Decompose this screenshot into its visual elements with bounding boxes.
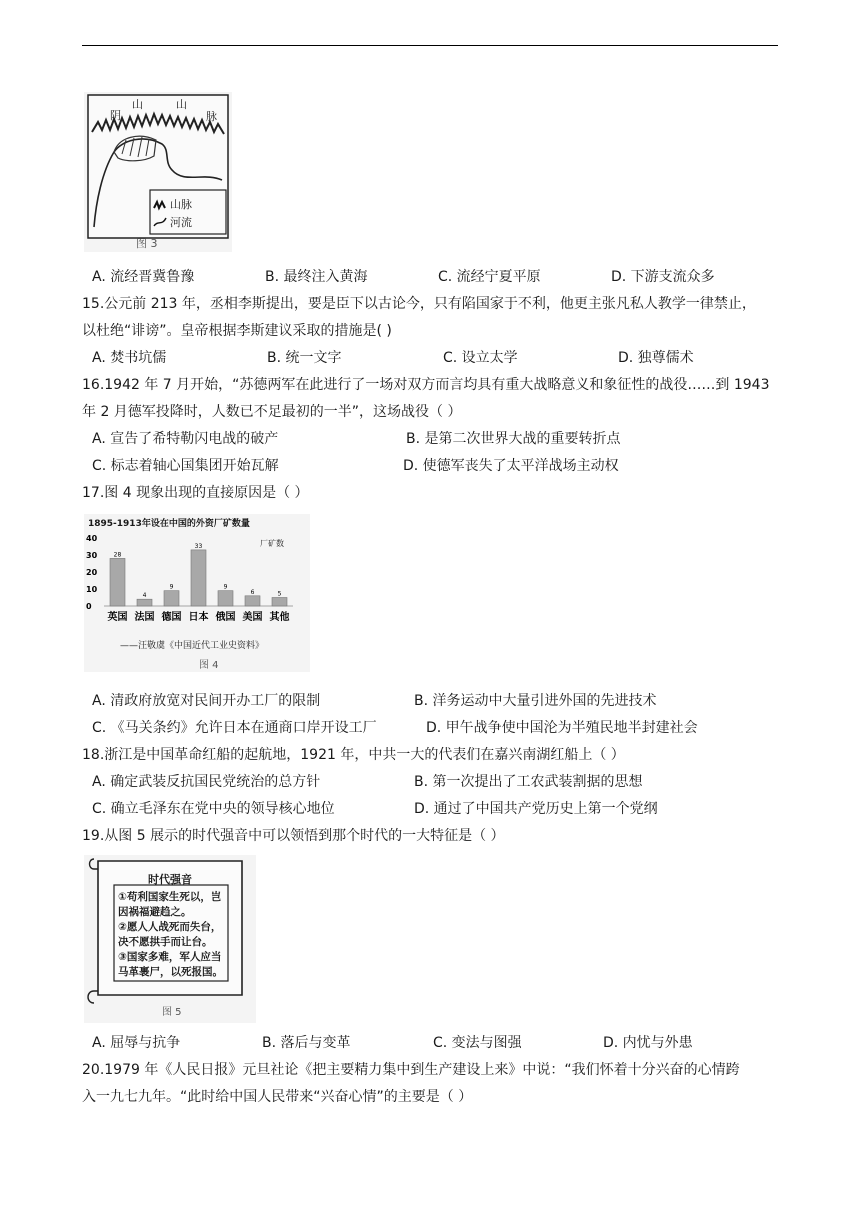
q15-option-b[interactable]: B. 统一文字	[267, 350, 342, 366]
legend-river-label: 河流	[170, 216, 192, 229]
header-rule	[82, 45, 778, 46]
figure-4-caption: 图 4	[199, 660, 219, 671]
q17-option-c[interactable]: C. 《马关条约》允许日本在通商口岸开设工厂	[92, 720, 377, 736]
q16-option-a[interactable]: A. 宣告了希特勒闪电战的破产	[92, 431, 279, 447]
map-label-yin: 阴	[110, 109, 121, 122]
q14-option-b[interactable]: B. 最终注入黄海	[265, 269, 368, 285]
y-tick-label: 0	[86, 602, 92, 611]
chart-legend: 厂矿数	[260, 539, 284, 548]
q20-stem-line2: 入一九七九年。“此时给中国人民带来“兴奋心情”的主要是（ ）	[82, 1089, 473, 1105]
q15-option-d[interactable]: D. 独尊儒术	[618, 350, 694, 366]
q19-option-b[interactable]: B. 落后与变革	[262, 1035, 351, 1051]
data-label: 9	[169, 583, 174, 591]
data-label: 5	[277, 590, 282, 598]
figure-5-caption: 图 5	[162, 1007, 182, 1018]
scroll-line-2: 因祸福避趋之。	[118, 906, 192, 918]
category-label: 日本	[188, 612, 209, 623]
y-tick-label: 10	[86, 585, 98, 594]
map-label-mai: 脉	[206, 110, 217, 123]
bar-俄国	[218, 591, 233, 606]
q19-option-c[interactable]: C. 变法与图强	[433, 1035, 522, 1051]
q14-option-c[interactable]: C. 流经宁夏平原	[438, 269, 541, 285]
q18-option-d[interactable]: D. 通过了中国共产党历史上第一个党纲	[414, 801, 658, 817]
scroll-line-3: ②愿人人战死而失台，	[118, 921, 222, 933]
y-tick-label: 20	[86, 568, 98, 577]
map-label-shan2: 山	[176, 98, 187, 111]
q18-option-b[interactable]: B. 第一次提出了工农武装割据的思想	[414, 774, 643, 790]
chart-source: ——汪敬虞《中国近代工业史资料》	[120, 641, 265, 651]
map-label-shan1: 山	[132, 98, 143, 111]
q15-stem-line2: 以杜绝“诽谤”。皇帝根据李斯建议采取的措施是( )	[82, 323, 392, 339]
q16-option-c[interactable]: C. 标志着轴心国集团开始瓦解	[92, 458, 279, 474]
figure-3-caption: 图 3	[136, 237, 158, 250]
q20-stem-line1: 20.1979 年《人民日报》元旦社论《把主要精力集中到生产建设上来》中说：“我们怀着十分兴奋的心情跨	[82, 1062, 740, 1078]
q15-option-a[interactable]: A. 焚书坑儒	[92, 350, 167, 366]
scroll-line-6: 马革裹尸，以死报国。	[118, 966, 223, 978]
q17-stem: 17.图 4 现象出现的直接原因是（ ）	[82, 485, 309, 501]
q16-stem-line1: 16.1942 年 7 月开始，“苏德两军在此进行了一场对双方而言均具有重大战略意义和象征性的战役……到 1943	[82, 377, 770, 393]
q15-stem-line1: 15.公元前 213 年，丞相李斯提出，要是臣下以古论今，只有陷国家于不利，他更主张凡私人教学一律禁止，	[82, 296, 756, 312]
category-label: 法国	[134, 612, 155, 623]
q19-stem: 19.从图 5 展示的时代强音中可以领悟到那个时代的一大特征是（ ）	[82, 828, 505, 844]
category-label: 美国	[242, 612, 263, 623]
data-label: 28	[113, 551, 122, 559]
q14-option-a[interactable]: A. 流经晋冀鲁豫	[92, 269, 195, 285]
category-label: 英国	[107, 612, 128, 623]
q18-option-a[interactable]: A. 确定武装反抗国民党统治的总方针	[92, 774, 321, 790]
bar-美国	[245, 596, 260, 606]
figure-5-scroll	[84, 855, 256, 1023]
legend-mountain-label: 山脉	[170, 198, 192, 211]
bar-其他	[272, 598, 287, 607]
bar-德国	[164, 591, 179, 606]
q17-option-b[interactable]: B. 洋务运动中大量引进外国的先进技术	[414, 693, 657, 709]
q17-option-d[interactable]: D. 甲午战争使中国沦为半殖民地半封建社会	[426, 720, 698, 736]
q16-stem-line2: 年 2 月德军投降时，人数已不足最初的一半”，这场战役（ ）	[82, 404, 462, 420]
q19-option-d[interactable]: D. 内忧与外患	[603, 1035, 693, 1051]
q15-option-c[interactable]: C. 设立太学	[443, 350, 518, 366]
data-label: 33	[194, 542, 203, 550]
bar-英国	[110, 558, 125, 606]
q18-stem: 18.浙江是中国革命红船的起航地，1921 年，中共一大的代表们在嘉兴南湖红船上（ ）	[82, 747, 625, 763]
data-label: 4	[142, 592, 147, 600]
category-label: 俄国	[215, 612, 236, 623]
q19-option-a[interactable]: A. 屈辱与抗争	[92, 1035, 181, 1051]
figure-3-map	[84, 92, 232, 252]
scroll-line-1: ①苟利国家生死以，岂	[118, 891, 222, 903]
data-label: 9	[223, 583, 228, 591]
y-tick-label: 40	[86, 534, 98, 543]
scroll-line-4: 决不愿拱手而让台。	[118, 936, 213, 948]
bar-法国	[137, 599, 152, 606]
scroll-line-5: ③国家多难，军人应当	[118, 951, 222, 963]
data-label: 6	[250, 588, 255, 596]
q17-option-a[interactable]: A. 清政府放宽对民间开办工厂的限制	[92, 693, 321, 709]
category-label: 其他	[269, 612, 290, 623]
q16-option-d[interactable]: D. 使德军丧失了太平洋战场主动权	[403, 458, 619, 474]
q14-option-d[interactable]: D. 下游支流众多	[611, 269, 715, 285]
chart-title: 1895-1913年设在中国的外资厂矿数量	[88, 519, 250, 529]
figure-4-chart	[84, 514, 310, 672]
q18-option-c[interactable]: C. 确立毛泽东在党中央的领导核心地位	[92, 801, 335, 817]
bar-日本	[191, 550, 206, 606]
scroll-title: 时代强音	[148, 873, 192, 886]
q16-option-b[interactable]: B. 是第二次世界大战的重要转折点	[406, 431, 621, 447]
y-tick-label: 30	[86, 551, 98, 560]
category-label: 德国	[161, 612, 182, 623]
